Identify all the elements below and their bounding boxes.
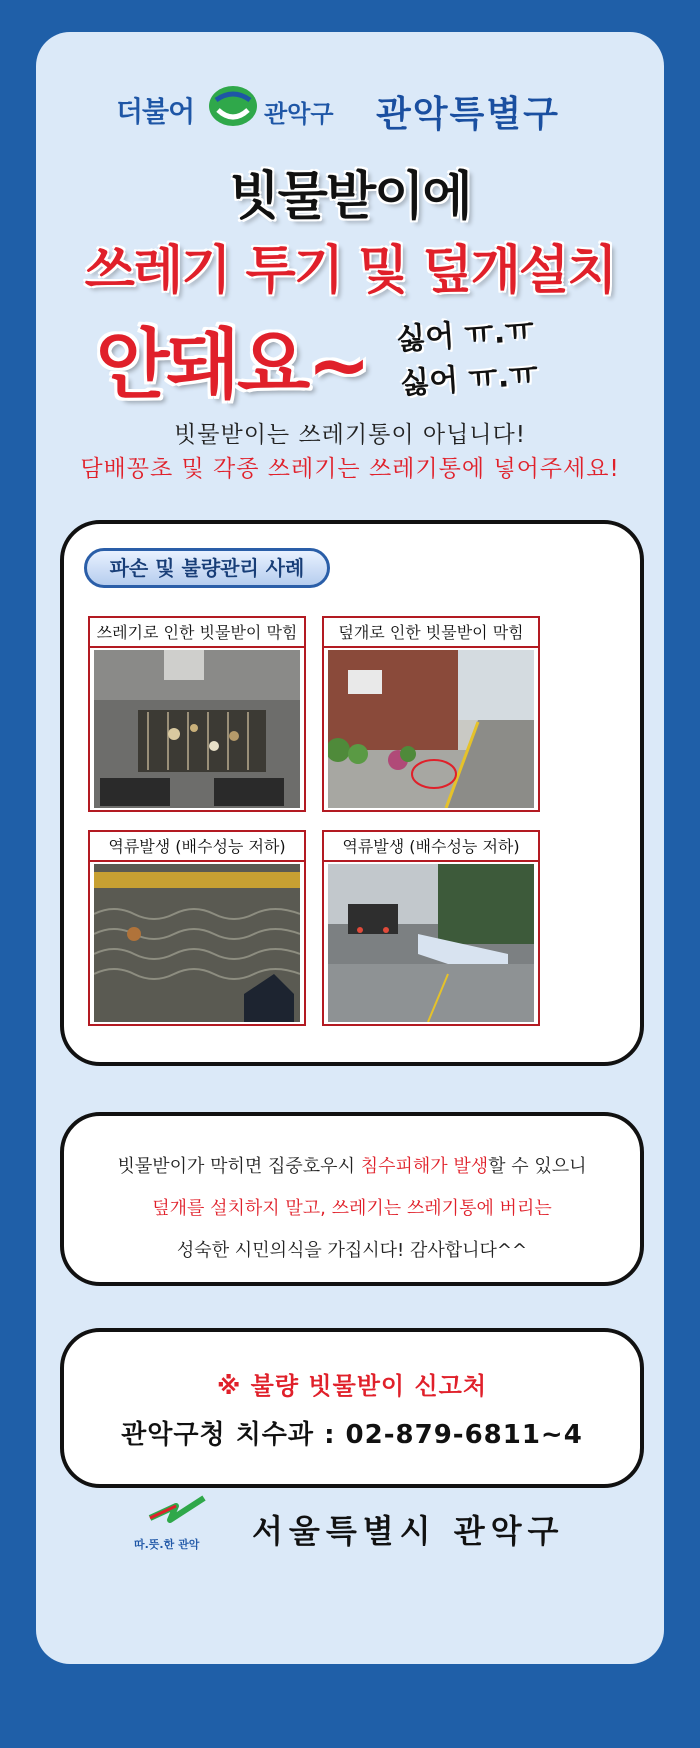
headline-line2: 쓰레기 투기 및 덮개설치 — [84, 241, 616, 301]
poster-panel — [36, 32, 664, 1664]
backflow-water-photo-icon — [94, 864, 300, 1022]
message-line1-highlight: 침수피해가 발생 — [360, 1156, 489, 1177]
headline-line3: 안돼요~ — [96, 320, 368, 409]
message-section — [60, 1112, 644, 1286]
clogged-drain-photo-icon — [94, 650, 300, 808]
cases-section — [60, 520, 644, 1066]
smile-logo-icon — [206, 82, 260, 130]
slogan-left: 더불어 — [116, 95, 195, 128]
logo-caption: 따.뜻.한 관악 — [134, 1538, 200, 1551]
message-line1 — [64, 1152, 640, 1178]
report-contact: 관악구청 치수과 : 02-879-6811~4 — [121, 1420, 583, 1450]
subtitle-line1: 빗물받이는 쓰레기통이 아닙니다! — [174, 422, 526, 448]
slogan-right: 관악구 — [264, 100, 334, 128]
case-photo-4 — [322, 830, 540, 1026]
message-line1-post: 할 수 있으니 — [488, 1156, 587, 1177]
headline-line1: 빗물받이에 — [229, 167, 471, 227]
case-caption-4: 역류발생 (배수성능 저하) — [324, 832, 538, 862]
cry-text-2: 싫어 ㅠ.ㅠ — [399, 357, 540, 402]
case-caption-2: 덮개로 인한 빗물받이 막힘 — [324, 618, 538, 648]
report-title: ※ 불량 빗물받이 신고처 — [216, 1372, 488, 1400]
case-photo-2 — [322, 616, 540, 812]
gwanak-logo-icon — [146, 1492, 226, 1542]
case-caption-3: 역류발생 (배수성능 저하) — [90, 832, 304, 862]
case-photo-3 — [88, 830, 306, 1026]
cases-title: 파손 및 불량관리 사례 — [84, 548, 330, 588]
case-caption-1: 쓰레기로 인한 빗물받이 막힘 — [90, 618, 304, 648]
case-photo-1 — [88, 616, 306, 812]
special-district-title: 관악특별구 — [376, 94, 560, 135]
covered-drain-street-photo-icon — [328, 650, 534, 808]
message-line3: 성숙한 시민의식을 가집시다! 감사합니다^^ — [176, 1240, 528, 1261]
brand-header — [36, 76, 664, 136]
org-name: 서울특별시 관악구 — [252, 1512, 565, 1550]
message-line1-pre: 빗물받이가 막히면 집중호우시 — [117, 1156, 361, 1177]
report-section — [60, 1328, 644, 1488]
message-line2: 덮개를 설치하지 말고, 쓰레기는 쓰레기통에 버리는 — [152, 1198, 552, 1219]
flooded-road-photo-icon — [328, 864, 534, 1022]
subtitle-line2: 담배꽁초 및 각종 쓰레기는 쓰레기통에 넣어주세요! — [80, 456, 620, 482]
cry-text-1: 싫어 ㅠ.ㅠ — [395, 313, 536, 358]
